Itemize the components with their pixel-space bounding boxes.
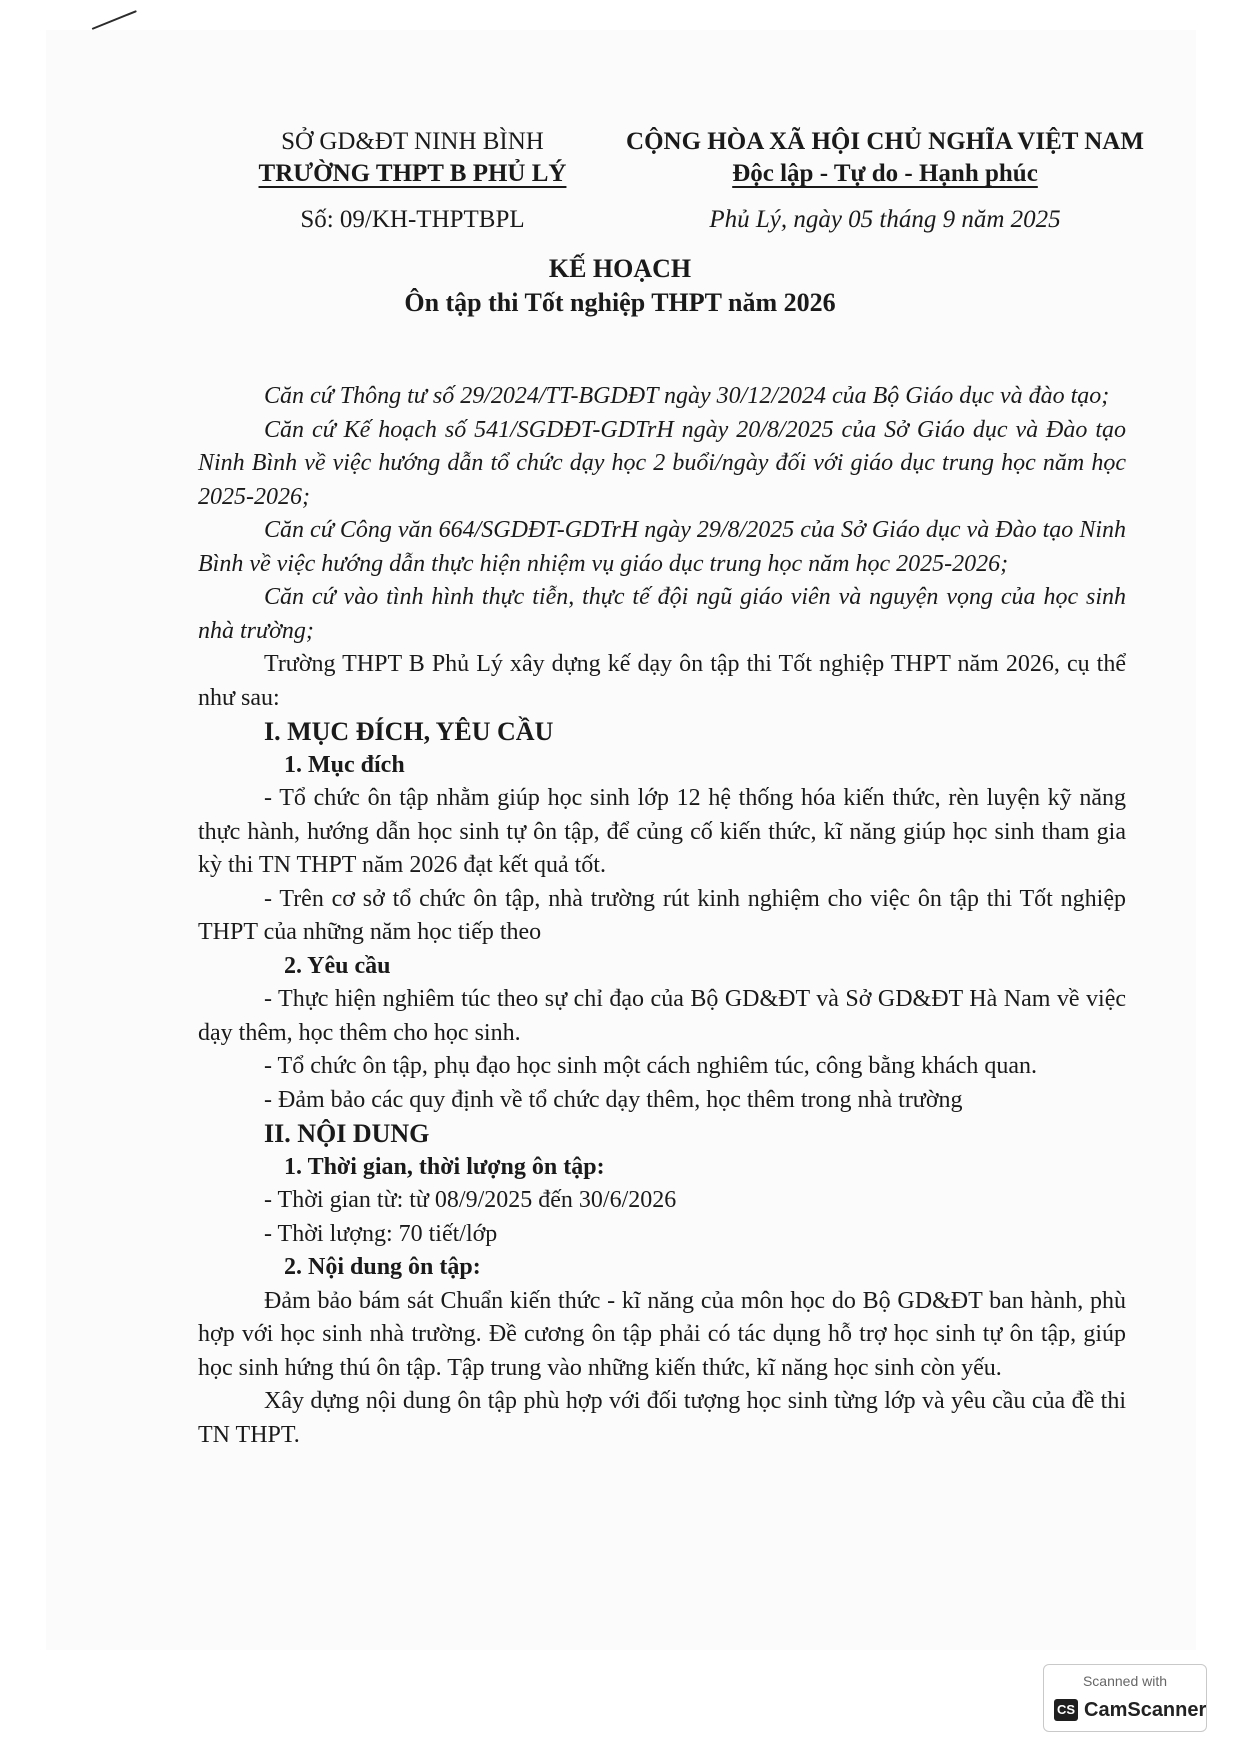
department-name: SỞ GD&ĐT NINH BÌNH — [281, 128, 544, 155]
intro-paragraph: Trường THPT B Phủ Lý xây dựng kế dạy ôn tập thi Tốt nghiệp THPT năm 2026, cụ thể như sau: — [198, 651, 1126, 711]
duration: - Thời lượng: 70 tiết/lớp — [264, 1220, 498, 1247]
motto: Độc lập - Tự do - Hạnh phúc — [732, 160, 1038, 187]
camscanner-badge — [1043, 1664, 1207, 1732]
camscanner-logo-icon: CS — [1054, 1699, 1078, 1721]
purpose-item: - Tổ chức ôn tập nhằm giúp học sinh lớp 12 hệ thống hóa kiến thức, rèn luyện kỹ năng thực hành, hướng dẫn học sinh tự ôn tập, để củng cố kiến thức, kĩ năng giúp học sinh tham gia kỳ thi TN THPT năm 2026 đạt kết quả tốt. — [198, 785, 1126, 878]
document-body — [198, 380, 1126, 1452]
document-number: Số: 09/KH-THPTBPL — [300, 206, 525, 233]
requirement-item: - Thực hiện nghiêm túc theo sự chỉ đạo của Bộ GD&ĐT và Sở GD&ĐT Hà Nam về việc dạy thêm, học thêm cho học sinh. — [198, 986, 1126, 1046]
requirement-item: - Tổ chức ôn tập, phụ đạo học sinh một cách nghiêm túc, công bằng khách quan. — [264, 1053, 1038, 1079]
doc-title: KẾ HOẠCH — [548, 254, 692, 283]
country-name: CỘNG HÒA XÃ HỘI CHỦ NGHĨA VIỆT NAM — [626, 128, 1144, 155]
content-paragraph: Xây dựng nội dung ôn tập phù hợp với đối tượng học sinh từng lớp và yêu cầu của đề thi TN THPT. — [198, 1388, 1126, 1448]
doc-subtitle: Ôn tập thi Tốt nghiệp THPT năm 2026 — [404, 288, 836, 317]
legal-basis-1: Căn cứ Thông tư số 29/2024/TT-BGDĐT ngày 30/12/2024 của Bộ Giáo dục và đào tạo; — [264, 383, 1110, 409]
pen-mark — [92, 10, 137, 30]
camscanner-name: CamScanner — [1084, 1699, 1207, 1721]
requirement-item: - Đảm bảo các quy định về tổ chức dạy thêm, học thêm trong nhà trường — [264, 1086, 963, 1113]
content-heading: 2. Nội dung ôn tập: — [284, 1254, 481, 1280]
issuer-block — [230, 126, 595, 236]
section-1-heading: I. MỤC ĐÍCH, YÊU CẦU — [264, 717, 554, 746]
time-range: - Thời gian từ: từ 08/9/2025 đến 30/6/2026 — [264, 1187, 677, 1213]
section-2-heading: II. NỘI DUNG — [264, 1119, 430, 1148]
purpose-heading: 1. Mục đích — [284, 751, 405, 778]
content-paragraph: Đảm bảo bám sát Chuẩn kiến thức - kĩ năng của môn học do Bộ GD&ĐT ban hành, phù hợp với học sinh nhà trường. Đề cương ôn tập phải có tác dụng hỗ trợ học sinh tự ôn tập, giúp học sinh hứng thú ôn tập. Tập trung vào những kiến thức, kĩ năng học sinh còn yếu. — [198, 1287, 1126, 1381]
legal-basis-4: Căn cứ vào tình hình thực tiễn, thực tế đội ngũ giáo viên và nguyện vọng của học sinh nhà trường; — [198, 584, 1126, 644]
national-block — [605, 126, 1165, 236]
scanned-with-label: Scanned with — [1082, 1673, 1168, 1689]
purpose-item: - Trên cơ sở tổ chức ôn tập, nhà trường rút kinh nghiệm cho việc ôn tập thi Tốt nghiệp THPT của những năm học tiếp theo — [198, 885, 1126, 945]
legal-basis-3: Căn cứ Công văn 664/SGDĐT-GDTrH ngày 29/8/2025 của Sở Giáo dục và Đào tạo Ninh Bình về việc hướng dẫn thực hiện nhiệm vụ giáo dục trung học năm học 2025-2026; — [198, 517, 1126, 577]
legal-basis-2: Căn cứ Kế hoạch số 541/SGDĐT-GDTrH ngày 20/8/2025 của Sở Giáo dục và Đào tạo Ninh Bình về việc hướng dẫn tổ chức dạy học 2 buổi/ngày đối với giáo dục trung học năm học 2025-2026; — [198, 416, 1126, 510]
place-date: Phủ Lý, ngày 05 tháng 9 năm 2025 — [709, 206, 1061, 233]
requirement-heading: 2. Yêu cầu — [284, 952, 391, 979]
time-heading: 1. Thời gian, thời lượng ôn tập: — [284, 1153, 605, 1180]
school-name: TRƯỜNG THPT B PHỦ LÝ — [258, 160, 567, 187]
